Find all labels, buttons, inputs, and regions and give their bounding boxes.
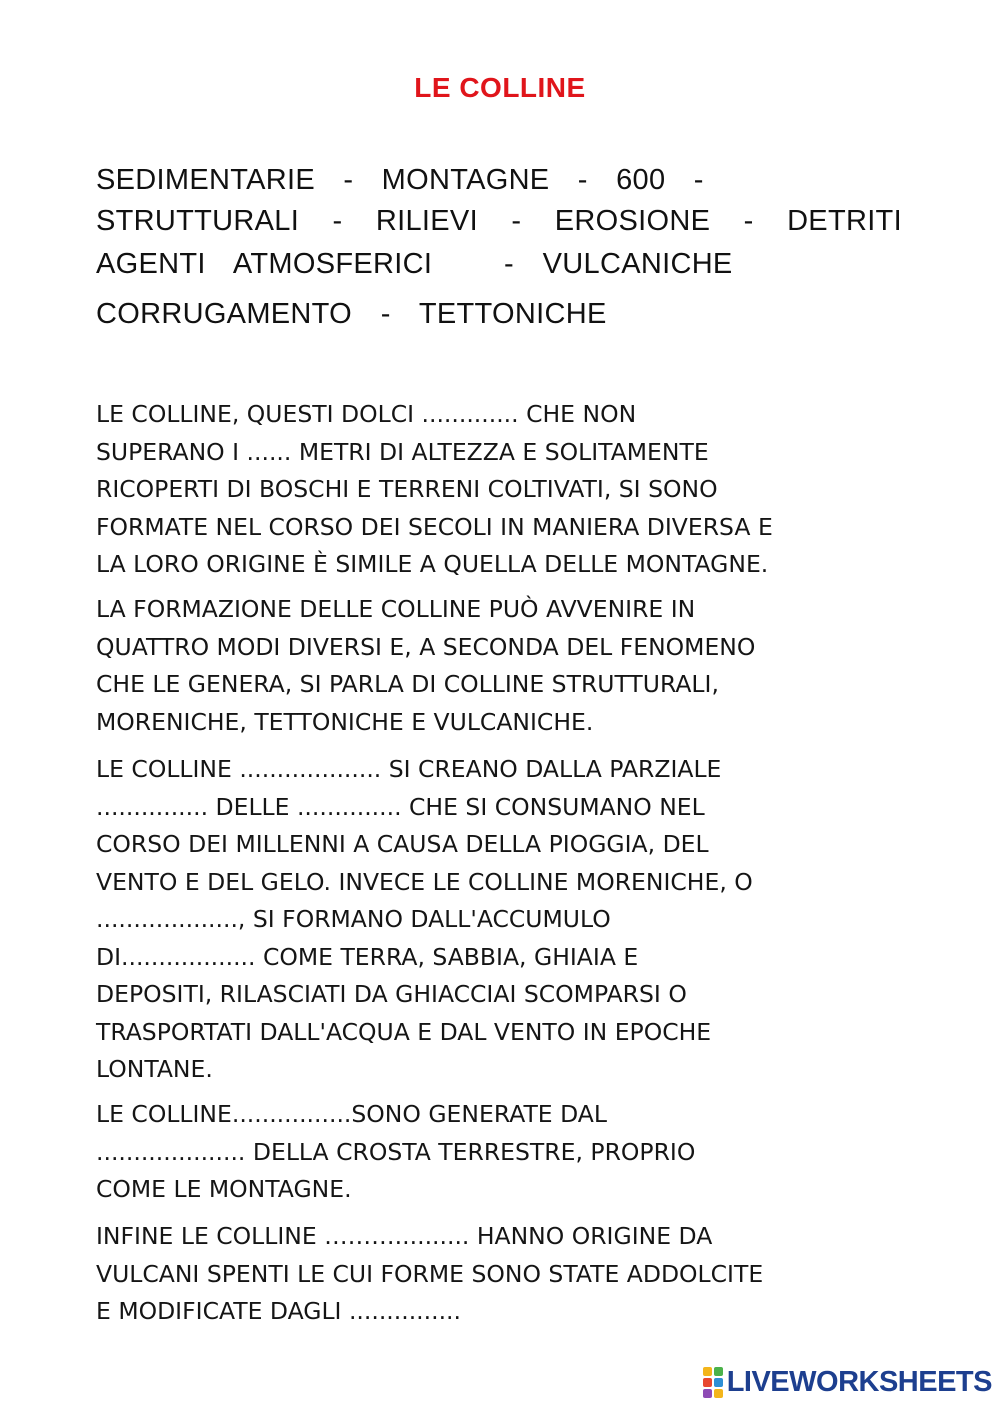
exercise-paragraph-2: LA FORMAZIONE DELLE COLLINE PUÒ AVVENIRE IN QUATTRO MODI DIVERSI E, A SECONDA DEL FENOMENO CHE LE GENERA, SI PARLA DI COLLINE STRUTTURALI, MORENICHE, TETTONICHE E VULCANICHE. — [96, 595, 756, 736]
logo-square — [714, 1367, 723, 1376]
logo-mark-icon — [703, 1367, 723, 1398]
logo-square — [703, 1378, 712, 1387]
exercise-paragraph-4: LE COLLINE................SONO GENERATE DAL .................... DELLA CROSTA TERRESTRE, PROPRIO COME LE MONTAGNE. — [96, 1100, 696, 1203]
logo-text: LIVEWORKSHEETS — [726, 1365, 992, 1398]
word-bank-separator: - — [743, 205, 754, 237]
word-bank-line-2 — [96, 205, 902, 238]
exercise-paragraph-3: LE COLLINE ................... SI CREANO DALLA PARZIALE ............... DELLE .............. CHE SI CONSUMANO NEL CORSO DEI MILLENNI A CAUSA DELLA PIOGGIA, DEL VENTO E DEL GELO. INVECE LE COLLINE MORENICHE, O ..................., SI FORMANO DALL'ACCUMULO DI.................. COME TERRA, SABBIA, GHIAIA E DEPOSITI, RILASCIATI DA GHIACCIAI SCOMPARSI O TRASPORTATI DALL'ACQUA E DAL VENTO IN EPOCHE LONTANE. — [96, 755, 753, 1083]
exercise-paragraph-1: LE COLLINE, QUESTI DOLCI ............. CHE NON SUPERANO I ...... METRI DI ALTEZZA E SOLITAMENTE RICOPERTI DI BOSCHI E TERRENI COLTIVATI, SI SONO FORMATE NEL CORSO DEI SECOLI IN MANIERA DIVERSA E LA LORO ORIGINE È SIMILE A QUELLA DELLE MONTAGNE. — [96, 400, 773, 578]
exercise-paragraph-5: INFINE LE COLLINE ……….......... HANNO ORIGINE DA VULCANI SPENTI LE CUI FORME SONO STATE ADDOLCITE E MODIFICATE DAGLI ............... — [96, 1222, 764, 1325]
logo-square — [703, 1367, 712, 1376]
word-bank-word: RILIEVI — [375, 205, 478, 237]
logo-square — [714, 1389, 723, 1398]
liveworksheets-logo — [703, 1365, 992, 1399]
logo-square — [703, 1389, 712, 1398]
word-bank-word: EROSIONE — [554, 205, 711, 237]
word-bank-word: DETRITI — [787, 205, 902, 237]
word-bank-word: STRUTTURALI — [96, 205, 300, 237]
page-title: LE COLLINE — [414, 72, 586, 103]
word-bank-line-1: SEDIMENTARIE - MONTAGNE - 600 - — [96, 164, 704, 196]
word-bank-separator: - — [511, 205, 522, 237]
logo-square — [714, 1378, 723, 1387]
word-bank-line-4: CORRUGAMENTO - TETTONICHE — [96, 298, 607, 330]
word-bank-line-3: AGENTI ATMOSFERICI - VULCANICHE — [96, 248, 733, 280]
word-bank-separator: - — [332, 205, 343, 237]
